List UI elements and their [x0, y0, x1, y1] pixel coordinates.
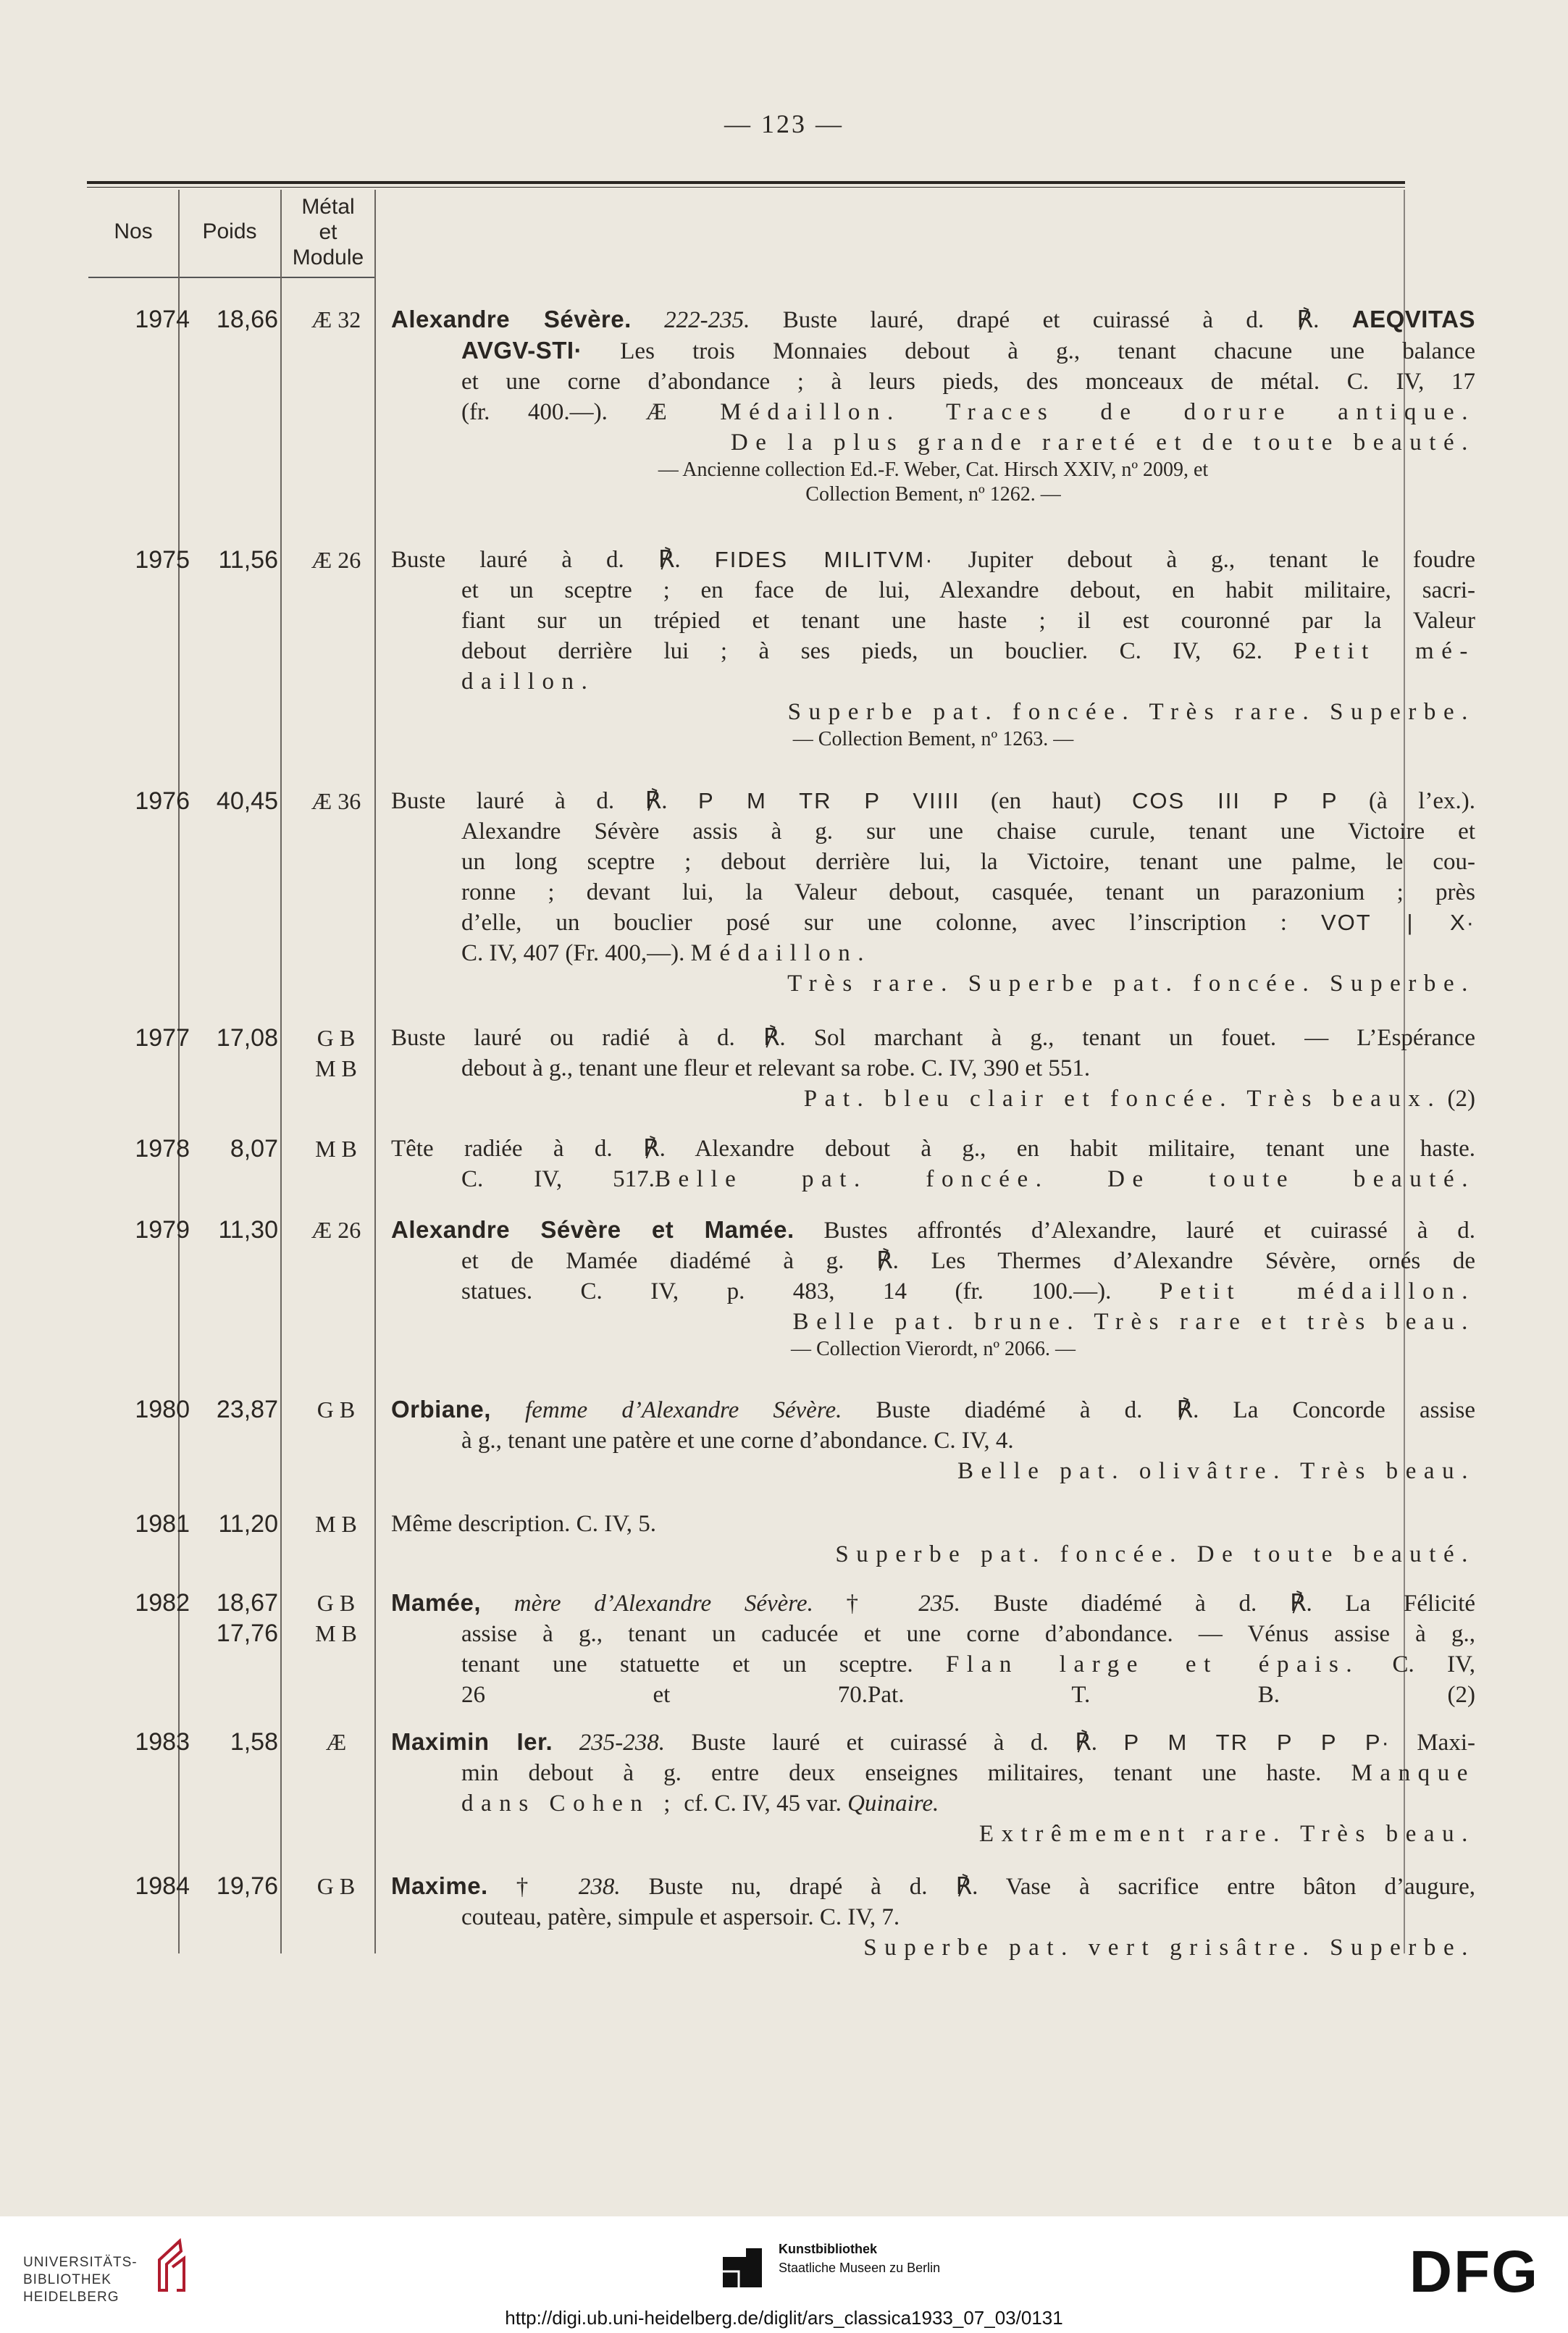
- description-line: [391, 1902, 1475, 1932]
- lot-metal-value: G B: [316, 1025, 356, 1051]
- description-line: [391, 1539, 1475, 1570]
- lot-number: 1980: [135, 1396, 190, 1423]
- header-metal: [282, 194, 374, 270]
- description-text: C. IV, 517.: [461, 1166, 655, 1192]
- description-text: Jupiter debout à g., tenant le foudre: [934, 547, 1476, 573]
- description-text: Tête radiée à d. ℟. Alexandre debout à g., en habit militaire, tenant une haste.: [391, 1136, 1475, 1162]
- description-line: [391, 1246, 1475, 1276]
- lot-weight: 18,66: [216, 306, 278, 333]
- description-line: [391, 606, 1475, 636]
- description-text: Belle pat. brune. Très rare et très beau.: [792, 1309, 1475, 1335]
- description-text: Alexandre Sévère et Mamée.: [391, 1216, 795, 1243]
- kunstbibliothek-logo-icon: [717, 2242, 768, 2293]
- header-no: Nos: [114, 219, 153, 243]
- description-text: dans Cohen ;: [461, 1790, 679, 1817]
- lot-metal-value: G B: [316, 1396, 356, 1423]
- description-text: Pat. bleu clair et foncée. Très beaux.: [803, 1086, 1442, 1112]
- description-text: Petit mé-: [1294, 638, 1475, 664]
- description-text: Bustes affrontés d’Alexandre, lauré et cuirassé à d.: [794, 1218, 1475, 1244]
- kb-subtitle: Staatliche Museen zu Berlin: [779, 2261, 941, 2275]
- lot-metal: [293, 1215, 380, 1245]
- description-text: FIDES MILITVM·: [714, 547, 934, 572]
- description-text: Médaillon.: [690, 940, 872, 966]
- lot-description: [391, 1023, 1475, 1114]
- lot-metal-value: Æ: [325, 1729, 347, 1755]
- description-line: [391, 847, 1475, 877]
- lot-metal-value: Æ 36: [311, 788, 361, 814]
- description-text: et de Mamée diadémé à g. ℟. Les Thermes d’Alexandre Sévère, ornés de: [461, 1248, 1475, 1274]
- description-line: [391, 335, 1475, 367]
- lot-number: 1978: [135, 1135, 190, 1163]
- lot-weight: 19,76: [216, 1872, 278, 1900]
- description-line: [391, 1307, 1475, 1337]
- description-line: [391, 1134, 1475, 1164]
- lot-number: 1983: [135, 1728, 190, 1756]
- lot-weight: 11,30: [218, 1216, 278, 1244]
- lot-number: 1975: [135, 546, 190, 574]
- description-text: Même description. C. IV, 5.: [391, 1511, 657, 1537]
- library-name: [23, 2254, 138, 2306]
- description-line: [391, 636, 1475, 666]
- kb-title: Kunstbibliothek: [779, 2242, 877, 2256]
- description-text: Extrêmement rare. Très beau.: [978, 1821, 1475, 1847]
- lot-description: [391, 1871, 1475, 1963]
- description-text: debout derrière lui ; à ses pieds, un bouclier. C. IV, 62.: [461, 638, 1294, 664]
- description-text: Buste lauré à d. ℟.: [391, 547, 715, 573]
- description-text: ronne ; devant lui, la Valeur debout, casquée, tenant un parazonium ; près: [461, 879, 1475, 905]
- library-line: UNIVERSITÄTS-: [23, 2255, 138, 2270]
- description-text: 238.: [578, 1874, 621, 1900]
- description-text: VOT | X·: [1320, 910, 1475, 935]
- lot-metal-value: G B: [316, 1873, 356, 1899]
- description-line: [391, 968, 1475, 999]
- description-text: C. IV, 407 (Fr. 400,—).: [461, 940, 691, 966]
- description-line: [391, 1649, 1475, 1680]
- description-line: [391, 1819, 1475, 1849]
- description-text: [632, 307, 664, 333]
- description-line: [391, 367, 1475, 397]
- description-line: [391, 1276, 1475, 1307]
- description-line: [391, 1337, 1475, 1362]
- description-text: Petit médaillon.: [1159, 1278, 1476, 1304]
- description-text: statues. C. IV, p. 483, 14 (fr. 100.—).: [461, 1278, 1160, 1304]
- description-text: et une corne d’abondance ; à leurs pieds, des monceaux de métal. C. IV, 17: [461, 369, 1475, 395]
- description-line: [391, 908, 1475, 938]
- description-line: [391, 697, 1475, 727]
- description-text: Superbe pat. vert grisâtre. Superbe.: [863, 1935, 1475, 1961]
- description-line: [391, 482, 1475, 507]
- description-text: †: [813, 1591, 919, 1617]
- description-text: d’elle, un bouclier posé sur une colonne, avec l’inscription :: [461, 910, 1321, 936]
- lot-metal-value: G B: [316, 1590, 356, 1616]
- description-text: — Collection Vierordt, nº 2066. —: [791, 1338, 1076, 1360]
- lot-description: [391, 1588, 1475, 1710]
- description-line: [391, 1084, 1475, 1114]
- description-text: Manque: [1351, 1760, 1475, 1786]
- description-text: Quinaire.: [847, 1790, 939, 1817]
- lot-metal: [293, 1509, 380, 1539]
- lot-weight: 8,07: [230, 1135, 278, 1163]
- description-text: Buste lauré et cuirassé à d. ℟.: [664, 1730, 1124, 1756]
- description-line: [391, 1788, 1475, 1819]
- description-line: [391, 1758, 1475, 1788]
- description-text: couteau, patère, simpule et aspersoir. C. IV, 7.: [461, 1904, 900, 1930]
- description-text: à g., tenant une patère et une corne d’abondance. C. IV, 4.: [461, 1428, 1014, 1454]
- column-divider: [178, 190, 180, 1953]
- lot-number: 1981: [135, 1510, 190, 1538]
- lot-weight: 11,56: [218, 546, 278, 574]
- lot-number: 1982: [135, 1589, 190, 1617]
- page-number: — 123 —: [724, 109, 844, 138]
- lot-description: [391, 786, 1475, 999]
- lot-metal-value: Æ 32: [311, 306, 361, 332]
- header-underline: [282, 277, 374, 278]
- lot-metal: [293, 1394, 380, 1425]
- lot-metal: [293, 304, 380, 335]
- lot-weight: 11,20: [218, 1510, 278, 1538]
- description-text: Alexandre Sévère.: [391, 306, 632, 332]
- description-text: [481, 1591, 514, 1617]
- description-text: P M TR P P P·: [1123, 1730, 1391, 1755]
- description-text: Pat. T. B. (2): [868, 1682, 1475, 1708]
- description-line: [391, 727, 1475, 752]
- header-metal-line: et: [319, 220, 338, 244]
- description-text: fiant sur un trépied et tenant une haste ; il est couronné par la Valeur: [461, 608, 1475, 634]
- lot-number: 1974: [135, 306, 190, 333]
- description-text: Belle pat. foncée. De toute beauté.: [654, 1166, 1476, 1192]
- description-text: Orbiane,: [391, 1396, 491, 1423]
- table-top-rule: [87, 181, 1405, 184]
- description-text: 235-238.: [579, 1730, 665, 1756]
- lot-description: [391, 1215, 1475, 1362]
- lot-number: 1977: [135, 1024, 190, 1052]
- description-line: [391, 1619, 1475, 1649]
- description-line: [391, 938, 1475, 968]
- description-text: Buste lauré à d. ℟.: [391, 788, 698, 814]
- description-line: [391, 1053, 1475, 1084]
- description-line: [391, 1680, 1475, 1710]
- lot-weight: 17,08: [216, 1024, 278, 1052]
- description-text: AEQVITAS: [1351, 306, 1475, 332]
- lot-metal-value: M B: [315, 1511, 357, 1537]
- description-line: [391, 427, 1475, 458]
- lot-weight: 1,58: [230, 1728, 278, 1756]
- footer-bar: [0, 2216, 1568, 2333]
- description-text: Buste nu, drapé à d. ℟. Vase à sacrifice entre bâton d’augure,: [620, 1874, 1475, 1900]
- description-line: [391, 1509, 1475, 1539]
- description-line: [391, 786, 1475, 816]
- description-text: Belle pat. olivâtre. Très beau.: [957, 1458, 1475, 1484]
- description-text: tenant une statuette et un sceptre.: [461, 1651, 946, 1678]
- description-text: daillon.: [461, 669, 595, 695]
- lot-description: [391, 1394, 1475, 1486]
- lot-weight: 23,87: [216, 1396, 278, 1423]
- description-text: (fr. 400.—).: [461, 399, 646, 425]
- description-text: COS III P P: [1132, 788, 1338, 813]
- lot-description: [391, 1509, 1475, 1570]
- lot-description: [391, 1134, 1475, 1194]
- description-line: [391, 816, 1475, 847]
- description-text: AVGV-STI·: [461, 337, 583, 364]
- description-line: [391, 545, 1475, 575]
- description-text: [553, 1730, 579, 1756]
- library-line: BIBLIOTHEK: [23, 2272, 112, 2287]
- description-text: — Collection Bement, nº 1263. —: [792, 728, 1074, 750]
- header-metal-line: Métal: [301, 195, 355, 219]
- description-text: assise à g., tenant un caducée et une corne d’abondance. — Vénus assise à g.,: [461, 1621, 1475, 1647]
- description-line: [391, 1932, 1475, 1963]
- description-line: [391, 1456, 1475, 1486]
- description-text: Buste lauré ou radié à d. ℟. Sol marchant à g., tenant un fouet. — L’Espérance: [391, 1025, 1475, 1051]
- description-text: De la plus grande rareté et de toute beauté.: [730, 430, 1475, 456]
- description-text: Superbe pat. foncée. Très rare. Superbe.: [787, 699, 1475, 725]
- description-text: cf. C. IV, 45 var.: [678, 1790, 848, 1817]
- description-text: mère d’Alexandre Sévère.: [513, 1591, 813, 1617]
- university-logo-icon: [152, 2238, 188, 2293]
- description-text: [491, 1397, 525, 1423]
- description-line: [391, 458, 1475, 482]
- description-text: (2): [1441, 1086, 1475, 1112]
- lot-metal-value: Æ 26: [311, 1217, 361, 1243]
- lot-metal: [293, 545, 380, 575]
- lot-metal: [293, 1134, 380, 1164]
- description-text: (en haut): [960, 788, 1133, 814]
- lot-metal: [293, 1727, 380, 1757]
- description-text: C. IV,: [1359, 1651, 1475, 1678]
- description-text: Les trois Monnaies debout à g., tenant chacune une balance: [582, 338, 1475, 364]
- description-line: [391, 304, 1475, 335]
- description-line: [391, 1394, 1475, 1425]
- description-line: [391, 1023, 1475, 1053]
- description-line: [391, 1588, 1475, 1619]
- lot-metal-value: Æ 26: [311, 547, 361, 573]
- description-text: Très rare. Superbe pat. foncée. Superbe.: [787, 971, 1475, 997]
- description-text: Æ Médaillon. Traces de dorure antique.: [645, 399, 1476, 425]
- lot-metal: [293, 1588, 380, 1649]
- description-text: Buste diadémé à d. ℟. La Félicité: [960, 1591, 1476, 1617]
- description-text: Buste lauré, drapé et cuirassé à d. ℟.: [750, 307, 1352, 333]
- header-underline: [88, 277, 178, 278]
- header-weight: Poids: [202, 219, 257, 243]
- header-metal-line: Module: [292, 246, 364, 269]
- description-text: 26 et 70.: [461, 1682, 868, 1708]
- header-underline: [180, 277, 280, 278]
- description-text: — Ancienne collection Ed.-F. Weber, Cat. Hirsch XXIV, nº 2009, et: [658, 458, 1209, 481]
- description-text: Maxime.: [391, 1872, 488, 1899]
- source-url[interactable]: http://digi.ub.uni-heidelberg.de/diglit/ars_classica1933_07_03/0131: [505, 2307, 1063, 2329]
- lot-metal: [293, 1871, 380, 1901]
- description-text: 222-235.: [664, 307, 750, 333]
- description-line: [391, 1871, 1475, 1902]
- lot-number: 1979: [135, 1216, 190, 1244]
- library-line: HEIDELBERG: [23, 2290, 120, 2305]
- description-line: [391, 1425, 1475, 1456]
- lot-metal: [293, 1023, 380, 1084]
- description-text: Buste diadémé à d. ℟. La Concorde assise: [842, 1397, 1475, 1423]
- description-text: min debout à g. entre deux enseignes militaires, tenant une haste.: [461, 1760, 1351, 1786]
- description-text: un long sceptre ; debout derrière lui, la Victoire, tenant une palme, le cou-: [461, 849, 1475, 875]
- lot-description: [391, 1727, 1475, 1849]
- description-line: [391, 397, 1475, 427]
- lot-number: 1984: [135, 1872, 190, 1900]
- description-text: femme d’Alexandre Sévère.: [525, 1397, 842, 1423]
- dfg-logo: DFG: [1409, 2239, 1539, 2305]
- lot-metal-value: M B: [315, 1055, 357, 1081]
- description-text: 235.: [918, 1591, 960, 1617]
- description-text: Superbe pat. foncée. De toute beauté.: [835, 1541, 1475, 1567]
- description-text: Maximin Ier.: [391, 1728, 553, 1755]
- description-text: Alexandre Sévère assis à g. sur une chaise curule, tenant une Victoire et: [461, 818, 1475, 845]
- description-line: [391, 1215, 1475, 1246]
- description-text: Collection Bement, nº 1262. —: [805, 483, 1061, 506]
- lot-metal: [293, 786, 380, 816]
- description-text: Flan large et épais.: [945, 1651, 1360, 1678]
- table-top-rule-thin: [87, 187, 1405, 188]
- lot-metal-value: M B: [315, 1620, 357, 1646]
- description-text: Mamée,: [391, 1589, 482, 1616]
- description-line: [391, 1164, 1475, 1194]
- description-text: P M TR P VIIII: [697, 788, 960, 813]
- description-text: Maxi-: [1390, 1730, 1475, 1756]
- description-text: †: [487, 1874, 579, 1900]
- lot-weight: 18,67 17,76: [216, 1589, 278, 1647]
- description-line: [391, 877, 1475, 908]
- column-divider: [280, 190, 282, 1953]
- description-text: et un sceptre ; en face de lui, Alexandre debout, en habit militaire, sacri-: [461, 577, 1475, 603]
- description-line: [391, 575, 1475, 606]
- lot-number: 1976: [135, 787, 190, 815]
- lot-weight: 40,45: [216, 787, 278, 815]
- lot-metal-value: M B: [315, 1136, 357, 1162]
- description-text: (à l’ex.).: [1338, 788, 1475, 814]
- lot-description: [391, 545, 1475, 752]
- description-text: debout à g., tenant une fleur et relevant sa robe. C. IV, 390 et 551.: [461, 1055, 1091, 1081]
- description-line: [391, 666, 1475, 697]
- lot-description: [391, 304, 1475, 507]
- description-line: [391, 1727, 1475, 1758]
- kunstbibliothek-text: [779, 2240, 940, 2277]
